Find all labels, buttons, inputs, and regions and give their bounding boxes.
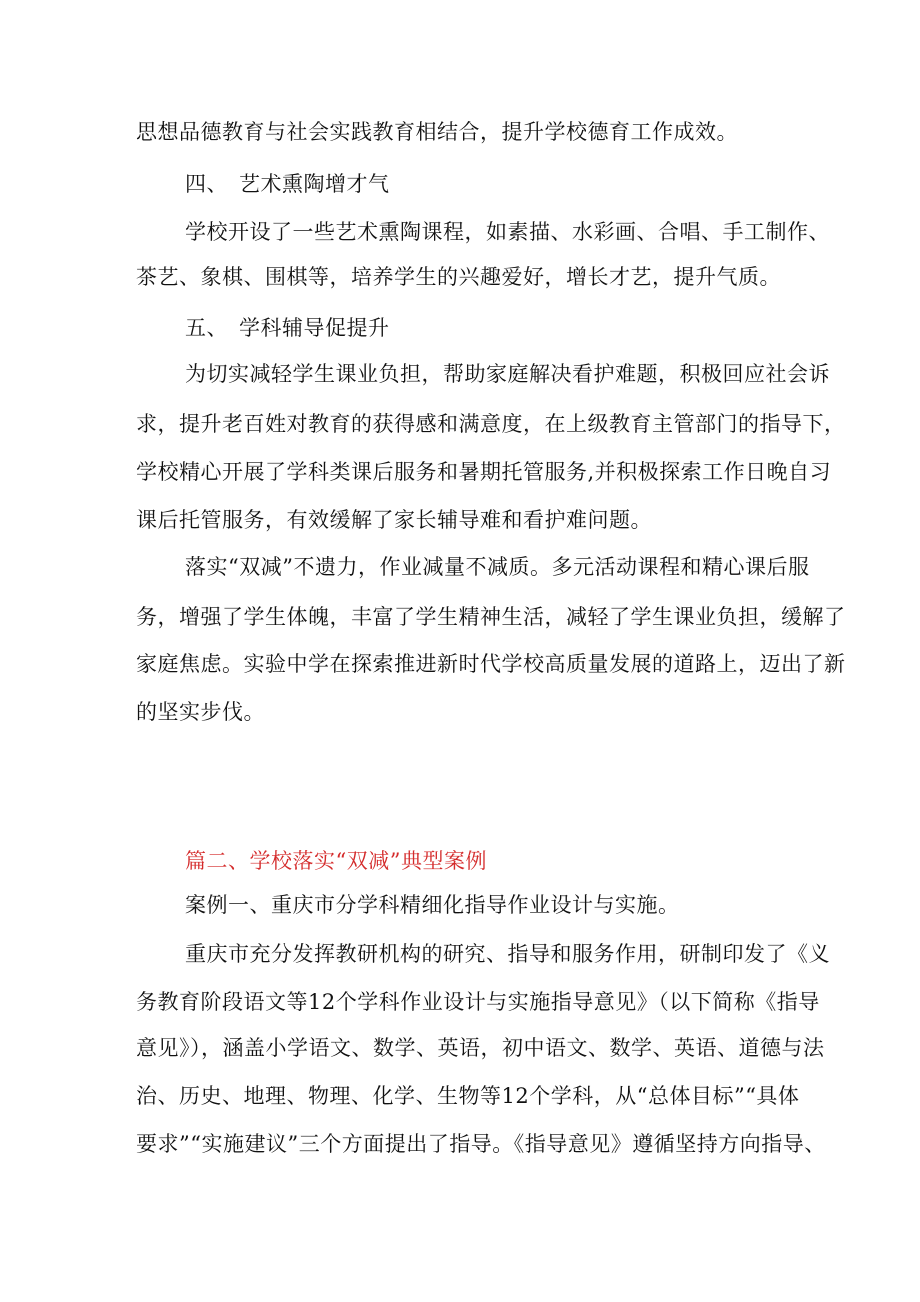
text-line: 落实“双减”不遗力，作业减量不减质。多元活动课程和精心课后服 bbox=[185, 555, 810, 579]
text-line: 意见》），涵盖小学语文、数学、英语，初中语文、数学、英语、道德与法 bbox=[136, 1036, 825, 1060]
text-line: 思想品德教育与社会实践教育相结合，提升学校德育工作成效。 bbox=[136, 120, 738, 144]
chapter-title: 篇二、学校落实“双减”典型案例 bbox=[185, 849, 487, 873]
text-line: 求，提升老百姓对教育的获得感和满意度，在上级教育主管部门的指导下， bbox=[136, 412, 846, 436]
text-line: 务教育阶段语文等12个学科作业设计与实施指导意见》（以下简称《指导 bbox=[136, 990, 820, 1014]
text-line: 重庆市充分发挥教研机构的研究、指导和服务作用，研制印发了《义 bbox=[185, 942, 830, 966]
section-heading-5: 五、 学科辅导促提升 bbox=[185, 316, 390, 340]
text-line: 学校开设了一些艺术熏陶课程，如素描、水彩画、合唱、手工制作、 bbox=[185, 220, 830, 244]
text-line: 为切实减轻学生课业负担，帮助家庭解决看护难题，积极回应社会诉 bbox=[185, 362, 830, 386]
text-line: 要求”“实施建议”三个方面提出了指导。《指导意见》遵循坚持方向指导、 bbox=[136, 1132, 826, 1156]
text-line: 务，增强了学生体魄，丰富了学生精神生活，减轻了学生课业负担，缓解了 bbox=[136, 605, 846, 629]
section-heading-4: 四、 艺术熏陶增才气 bbox=[185, 172, 390, 196]
text-line: 治、历史、地理、物理、化学、生物等12个学科，从“总体目标”“具体 bbox=[136, 1084, 800, 1108]
text-line: 学校精心开展了学科类课后服务和暑期托管服务,并积极探索工作日晚自习 bbox=[136, 460, 832, 484]
text-line: 的坚实步伐。 bbox=[136, 700, 265, 724]
case-title: 案例一、重庆市分学科精细化指导作业设计与实施。 bbox=[185, 893, 680, 917]
text-line: 课后托管服务，有效缓解了家长辅导难和看护难问题。 bbox=[136, 508, 652, 532]
text-line: 家庭焦虑。实验中学在探索推进新时代学校高质量发展的道路上，迈出了新 bbox=[136, 652, 846, 676]
text-line: 茶艺、象棋、围棋等，培养学生的兴趣爱好，增长才艺，提升气质。 bbox=[136, 265, 781, 289]
